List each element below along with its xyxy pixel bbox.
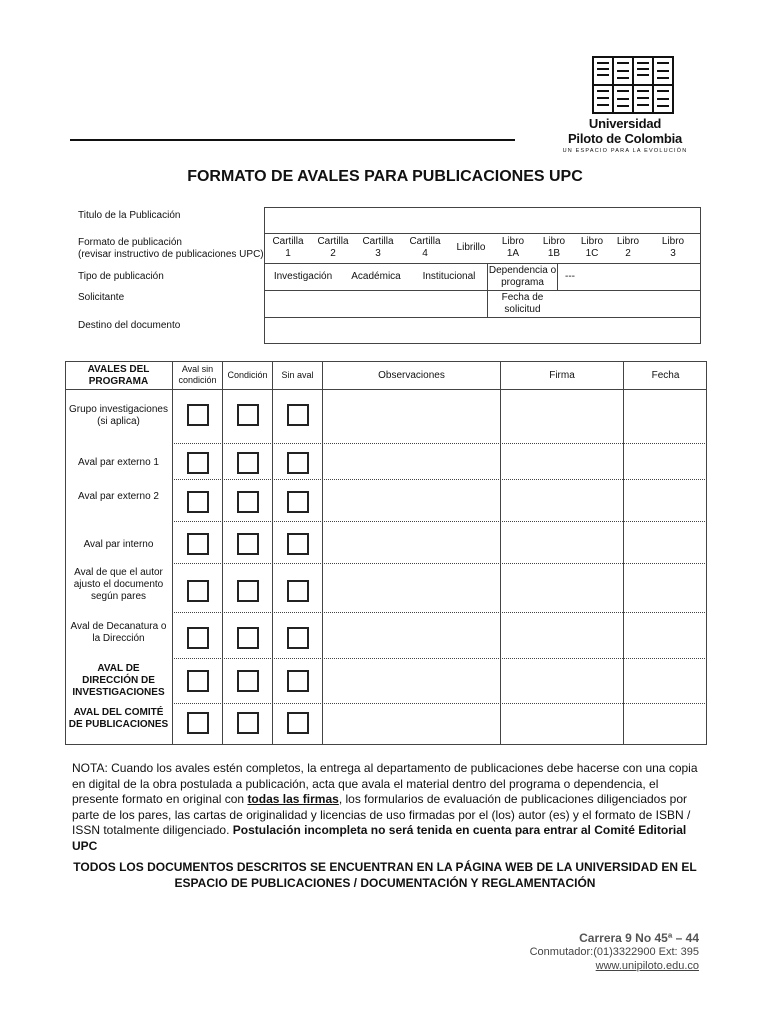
formato-option-libro-2[interactable]: Libro 2	[616, 236, 640, 259]
checkbox-direccion-sin-aval[interactable]	[287, 670, 309, 692]
formato-option-libro-1a[interactable]: Libro 1A	[501, 236, 525, 259]
footer-website-link[interactable]: www.unipiloto.edu.co	[595, 960, 699, 972]
destino-input[interactable]	[265, 318, 700, 343]
formato-label: Formato de publicación	[78, 237, 182, 248]
checkbox-direccion-condicion[interactable]	[237, 670, 259, 692]
formato-option-libro-3[interactable]: Libro 3	[661, 236, 685, 259]
header-observaciones: Observaciones	[378, 370, 445, 381]
formato-option-cartilla-1[interactable]: Cartilla 1	[272, 236, 304, 259]
header-aval-sin-condicion: Aval sin condición	[178, 364, 217, 385]
dependencia-value[interactable]: ---	[565, 271, 575, 282]
row-label-par-interno: Aval par interno	[83, 539, 154, 550]
row-label-grupo-investigaciones: Grupo investigaciones (si aplica)	[69, 404, 168, 427]
header-fecha: Fecha	[651, 370, 680, 381]
checkbox-grupo-sin-aval[interactable]	[287, 404, 309, 426]
row-label-par-externo-1: Aval par externo 1	[78, 457, 159, 468]
checkbox-externo2-aval-sin-condicion[interactable]	[187, 491, 209, 513]
formato-option-cartilla-2[interactable]: Cartilla 2	[317, 236, 349, 259]
formato-option-librillo[interactable]: Librillo	[456, 242, 486, 253]
dependencia-label: Dependencia o programa	[488, 265, 557, 288]
destino-label: Destino del documento	[78, 320, 181, 331]
tipo-option-investigacion[interactable]: Investigación	[273, 271, 333, 282]
checkbox-ajuste-sin-aval[interactable]	[287, 580, 309, 602]
checkbox-decanatura-aval-sin-condicion[interactable]	[187, 627, 209, 649]
titulo-input[interactable]	[265, 208, 700, 233]
solicitante-label: Solicitante	[78, 292, 125, 303]
row-label-ajuste-autor: Aval de que el autor ajusto el documento según pares	[73, 567, 164, 602]
header-condicion: Condición	[227, 370, 268, 380]
header-firma: Firma	[549, 370, 575, 381]
checkbox-externo1-sin-aval[interactable]	[287, 452, 309, 474]
titulo-label: Titulo de la Publicación	[78, 210, 181, 221]
checkbox-comite-condicion[interactable]	[237, 712, 259, 734]
university-logo-icon	[592, 56, 674, 114]
checkbox-ajuste-aval-sin-condicion[interactable]	[187, 580, 209, 602]
tipo-option-academica[interactable]: Académica	[351, 271, 401, 282]
checkbox-decanatura-condicion[interactable]	[237, 627, 259, 649]
checkbox-ajuste-condicion[interactable]	[237, 580, 259, 602]
footer-address: Carrera 9 No 45ª – 44	[579, 931, 699, 945]
formato-option-cartilla-4[interactable]: Cartilla 4	[409, 236, 441, 259]
documents-banner: TODOS LOS DOCUMENTOS DESCRITOS SE ENCUENTRAN EN LA PÁGINA WEB DE LA UNIVERSIDAD EN EL ESPACIO DE PUBLICACIONES / DOCUMENTACIÓN Y REGLAMENTACIÓN	[73, 860, 697, 890]
university-name-line1: Universidad	[588, 116, 662, 131]
footer-phone: Conmutador:(01)3322900 Ext: 395	[529, 946, 699, 958]
tipo-label: Tipo de publicación	[78, 271, 164, 282]
checkbox-externo2-sin-aval[interactable]	[287, 491, 309, 513]
checkbox-comite-aval-sin-condicion[interactable]	[187, 712, 209, 734]
university-tagline: UN ESPACIO PARA LA EVOLUCIÓN	[562, 148, 688, 154]
header-avales-programa: AVALES DEL PROGRAMA	[87, 364, 150, 387]
formato-option-libro-1c[interactable]: Libro 1C	[580, 236, 604, 259]
formato-option-libro-1b[interactable]: Libro 1B	[542, 236, 566, 259]
header-rule	[70, 139, 515, 141]
nota-paragraph: NOTA: Cuando los avales estén completos, la entrega al departamento de publicaciones debe hacerse con una copia en digital de la obra postulada a publicación, acta que avala el material dentro del programa o dependencia, el presente formato en original con todas las firmas, los formularios de evaluación de publicaciones diligenciados por parte de los pares, las cartas de originalidad y licencias de uso firmadas por el (los) autor (es) y el formato de ISBN / ISSN totalmente diligenciado. Postulación incompleta no será tenida en cuenta para entrar al Comité Editorial UPC	[72, 761, 698, 853]
row-label-par-externo-2: Aval par externo 2	[78, 491, 159, 502]
page-title: FORMATO DE AVALES PARA PUBLICACIONES UPC	[187, 168, 583, 185]
checkbox-direccion-aval-sin-condicion[interactable]	[187, 670, 209, 692]
solicitante-input[interactable]	[265, 291, 486, 316]
university-name-line2: Piloto de Colombia	[567, 131, 683, 146]
row-label-comite-publicaciones: AVAL DEL COMITÉ DE PUBLICACIONES	[68, 707, 169, 730]
checkbox-grupo-condicion[interactable]	[237, 404, 259, 426]
checkbox-externo1-aval-sin-condicion[interactable]	[187, 452, 209, 474]
checkbox-interno-sin-aval[interactable]	[287, 533, 309, 555]
row-label-decanatura: Aval de Decanatura o la Dirección	[70, 621, 167, 644]
fecha-solicitud-input[interactable]	[558, 291, 700, 316]
checkbox-externo2-condicion[interactable]	[237, 491, 259, 513]
tipo-option-institucional[interactable]: Institucional	[422, 271, 476, 282]
checkbox-interno-aval-sin-condicion[interactable]	[187, 533, 209, 555]
row-label-direccion-investigaciones: AVAL DE DIRECCIÓN DE INVESTIGACIONES	[72, 663, 165, 698]
formato-option-cartilla-3[interactable]: Cartilla 3	[362, 236, 394, 259]
formato-hint: (revisar instructivo de publicaciones UPC)	[78, 249, 264, 260]
checkbox-externo1-condicion[interactable]	[237, 452, 259, 474]
checkbox-comite-sin-aval[interactable]	[287, 712, 309, 734]
checkbox-grupo-aval-sin-condicion[interactable]	[187, 404, 209, 426]
header-sin-aval: Sin aval	[281, 370, 314, 380]
checkbox-decanatura-sin-aval[interactable]	[287, 627, 309, 649]
fecha-solicitud-label: Fecha de solicitud	[501, 292, 544, 315]
checkbox-interno-condicion[interactable]	[237, 533, 259, 555]
